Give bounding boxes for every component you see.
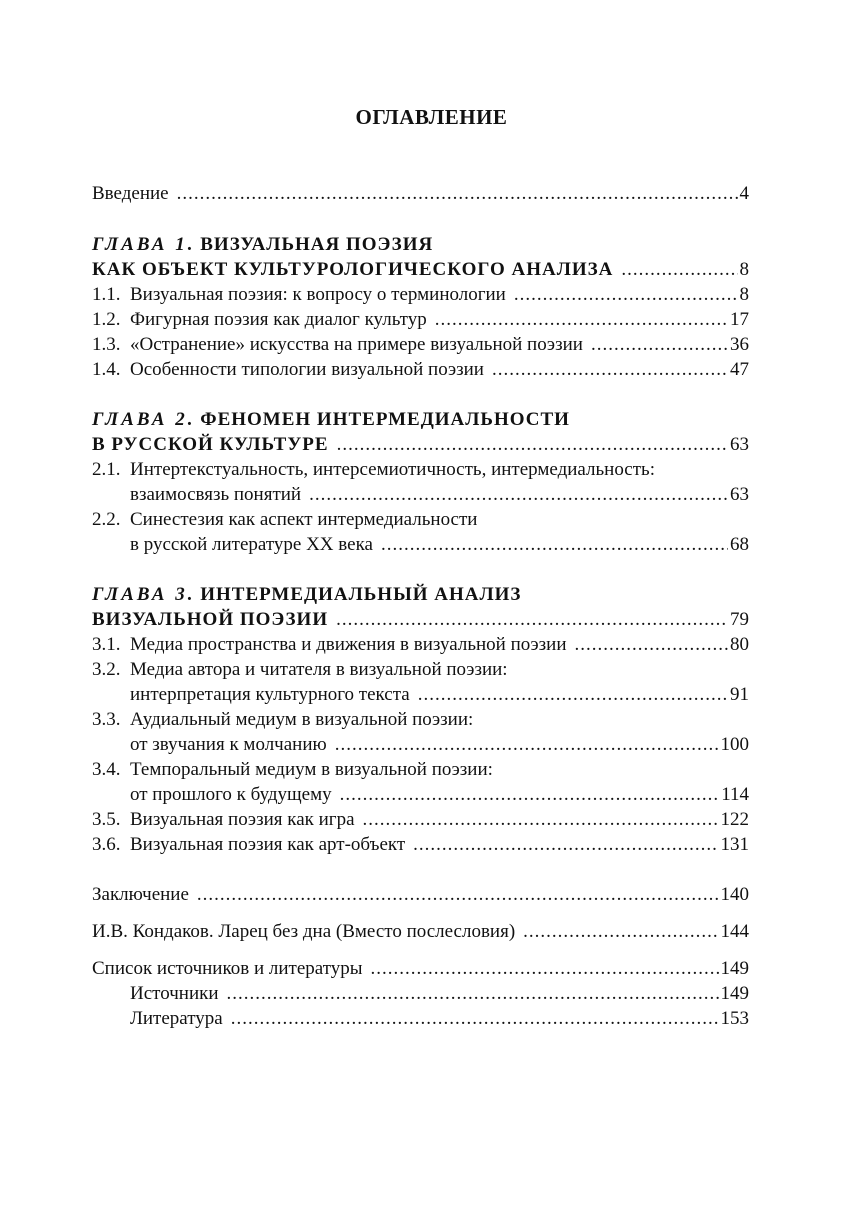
leader-dots xyxy=(514,282,738,308)
toc-entry-3-2-line1[interactable] xyxy=(92,657,508,683)
toc-entry-text: Источники xyxy=(130,983,219,1004)
toc-entry-chapter2[interactable] xyxy=(92,432,749,458)
toc-entry-sources-primary[interactable] xyxy=(92,981,749,1007)
toc-entry-text: Темпоральный медиум в визуальной поэзии: xyxy=(130,759,493,780)
toc-page-number: 131 xyxy=(720,834,749,855)
chapter-title-line1: ИНТЕРМЕДИАЛЬНЫЙ АНАЛИЗ xyxy=(200,584,522,605)
leader-dots xyxy=(621,257,737,283)
chapter3-heading xyxy=(92,582,521,608)
section-number: 1.4. xyxy=(92,359,121,380)
toc-entry-3-6[interactable] xyxy=(92,832,749,858)
toc-page-number: 149 xyxy=(720,983,749,1004)
toc-page-number: 79 xyxy=(730,609,749,630)
leader-dots xyxy=(340,782,720,808)
toc-entry-conclusion[interactable] xyxy=(92,882,749,908)
toc-page-number: 63 xyxy=(730,484,749,505)
toc-page-number: 68 xyxy=(730,534,749,555)
toc-page-number: 149 xyxy=(720,958,749,979)
section-number: 3.1. xyxy=(92,634,121,655)
toc-entry-text: Медиа автора и читателя в визуальной поэзии: xyxy=(130,659,508,680)
toc-page-number: 100 xyxy=(720,734,749,755)
chapter-label: ГЛАВА 2. xyxy=(92,409,196,430)
section-number: 3.5. xyxy=(92,809,121,830)
leader-dots xyxy=(418,682,728,708)
toc-entry-text: Медиа пространства и движения в визуальной поэзии xyxy=(130,634,567,655)
chapter-title-line1: ВИЗУАЛЬНАЯ ПОЭЗИЯ xyxy=(200,234,434,255)
chapter2-heading xyxy=(92,407,570,433)
leader-dots xyxy=(335,732,719,758)
chapter-title-line2: КАК ОБЪЕКТ КУЛЬТУРОЛОГИЧЕСКОГО АНАЛИЗА xyxy=(92,259,614,280)
chapter-title-line2: В РУССКОЙ КУЛЬТУРЕ xyxy=(92,434,329,455)
toc-entry-sources-literature[interactable] xyxy=(92,1006,749,1032)
leader-dots xyxy=(371,956,719,982)
chapter1-heading xyxy=(92,232,433,258)
toc-page-number: 114 xyxy=(721,784,749,805)
toc-entry-2-2[interactable] xyxy=(92,532,749,558)
toc-entry-text: Фигурная поэзия как диалог культур xyxy=(130,309,427,330)
toc-entry-text: Заключение xyxy=(92,884,189,905)
toc-entry-text: Литература xyxy=(130,1008,223,1029)
toc-entry-text: от прошлого к будущему xyxy=(130,784,332,805)
toc-entry-text: Визуальная поэзия как арт-объект xyxy=(130,834,406,855)
leader-dots xyxy=(413,832,718,858)
section-number: 1.1. xyxy=(92,284,121,305)
leader-dots xyxy=(575,632,729,658)
toc-entry-2-2-line1[interactable] xyxy=(92,507,477,533)
section-number: 3.3. xyxy=(92,709,121,730)
leader-dots xyxy=(435,307,728,333)
section-number: 1.2. xyxy=(92,309,121,330)
toc-entry-3-2[interactable] xyxy=(92,682,749,708)
toc-entry-text: Аудиальный медиум в визуальной поэзии: xyxy=(130,709,474,730)
toc-page-number: 153 xyxy=(720,1008,749,1029)
chapter-label: ГЛАВА 1. xyxy=(92,234,196,255)
toc-page-number: 63 xyxy=(730,434,749,455)
chapter-title-line1: ФЕНОМЕН ИНТЕРМЕДИАЛЬНОСТИ xyxy=(200,409,570,430)
toc-entry-chapter1[interactable] xyxy=(92,257,749,283)
section-number: 2.1. xyxy=(92,459,121,480)
toc-entry-3-3[interactable] xyxy=(92,732,749,758)
toc-entry-text: Визуальная поэзия: к вопросу о терминологии xyxy=(130,284,506,305)
toc-entry-chapter3[interactable] xyxy=(92,607,749,633)
toc-entry-3-4[interactable] xyxy=(92,782,749,808)
leader-dots xyxy=(363,807,719,833)
toc-entry-text: Список источников и литературы xyxy=(92,958,363,979)
toc-entry-text: Синестезия как аспект интермедиальности xyxy=(130,509,478,530)
leader-dots xyxy=(231,1006,719,1032)
toc-entry-text: взаимосвязь понятий xyxy=(130,484,302,505)
section-number: 3.4. xyxy=(92,759,121,780)
leader-dots xyxy=(337,432,728,458)
leader-dots xyxy=(197,882,719,908)
toc-entry-text: Введение xyxy=(92,183,169,204)
toc-entry-3-5[interactable] xyxy=(92,807,749,833)
toc-entry-text: Особенности типологии визуальной поэзии xyxy=(130,359,484,380)
toc-page-number: 140 xyxy=(720,884,749,905)
chapter-label: ГЛАВА 3. xyxy=(92,584,196,605)
toc-entry-text: Интертекстуальность, интерсемиотичность, интермедиальность: xyxy=(130,459,655,480)
toc-page-number: 8 xyxy=(739,284,749,305)
toc-entry-1-1[interactable] xyxy=(92,282,749,308)
toc-entry-text: «Остранение» искусства на примере визуальной поэзии xyxy=(130,334,583,355)
toc-page-number: 80 xyxy=(730,634,749,655)
toc-entry-2-1-line1[interactable] xyxy=(92,457,655,483)
toc-entry-3-1[interactable] xyxy=(92,632,749,658)
toc-entry-3-4-line1[interactable] xyxy=(92,757,493,783)
leader-dots xyxy=(381,532,728,558)
toc-entry-sources[interactable] xyxy=(92,956,749,982)
toc-page-number: 8 xyxy=(739,259,749,280)
toc-page-number: 144 xyxy=(720,921,749,942)
section-number: 3.6. xyxy=(92,834,121,855)
toc-entry-1-4[interactable] xyxy=(92,357,749,383)
toc-page-number: 4 xyxy=(739,183,749,204)
toc-entry-3-3-line1[interactable] xyxy=(92,707,473,733)
toc-entry-1-2[interactable] xyxy=(92,307,749,333)
leader-dots xyxy=(492,357,728,383)
page-title: ОГЛАВЛЕНИЕ xyxy=(355,105,508,129)
toc-entry-2-1[interactable] xyxy=(92,482,749,508)
toc-entry-text: И.В. Кондаков. Ларец без дна (Вместо послесловия) xyxy=(92,921,516,942)
toc-entry-intro[interactable] xyxy=(92,181,749,207)
leader-dots xyxy=(591,332,728,358)
toc-entry-1-3[interactable] xyxy=(92,332,749,358)
toc-entry-afterword[interactable] xyxy=(92,919,749,945)
toc-entry-text: от звучания к молчанию xyxy=(130,734,327,755)
toc-page-number: 91 xyxy=(730,684,749,705)
toc-page-number: 47 xyxy=(730,359,749,380)
chapter-title-line2: ВИЗУАЛЬНОЙ ПОЭЗИИ xyxy=(92,609,329,630)
section-number: 1.3. xyxy=(92,334,121,355)
toc-page-number: 17 xyxy=(730,309,749,330)
section-number: 2.2. xyxy=(92,509,121,530)
leader-dots xyxy=(336,607,728,633)
leader-dots xyxy=(523,919,718,945)
leader-dots xyxy=(227,981,719,1007)
section-number: 3.2. xyxy=(92,659,121,680)
toc-entry-text: интерпретация культурного текста xyxy=(130,684,410,705)
leader-dots xyxy=(309,482,728,508)
toc-entry-text: в русской литературе XX века xyxy=(130,534,373,555)
toc-page-number: 122 xyxy=(720,809,749,830)
toc-entry-text: Визуальная поэзия как игра xyxy=(130,809,355,830)
leader-dots xyxy=(177,181,738,207)
toc-page-number: 36 xyxy=(730,334,749,355)
